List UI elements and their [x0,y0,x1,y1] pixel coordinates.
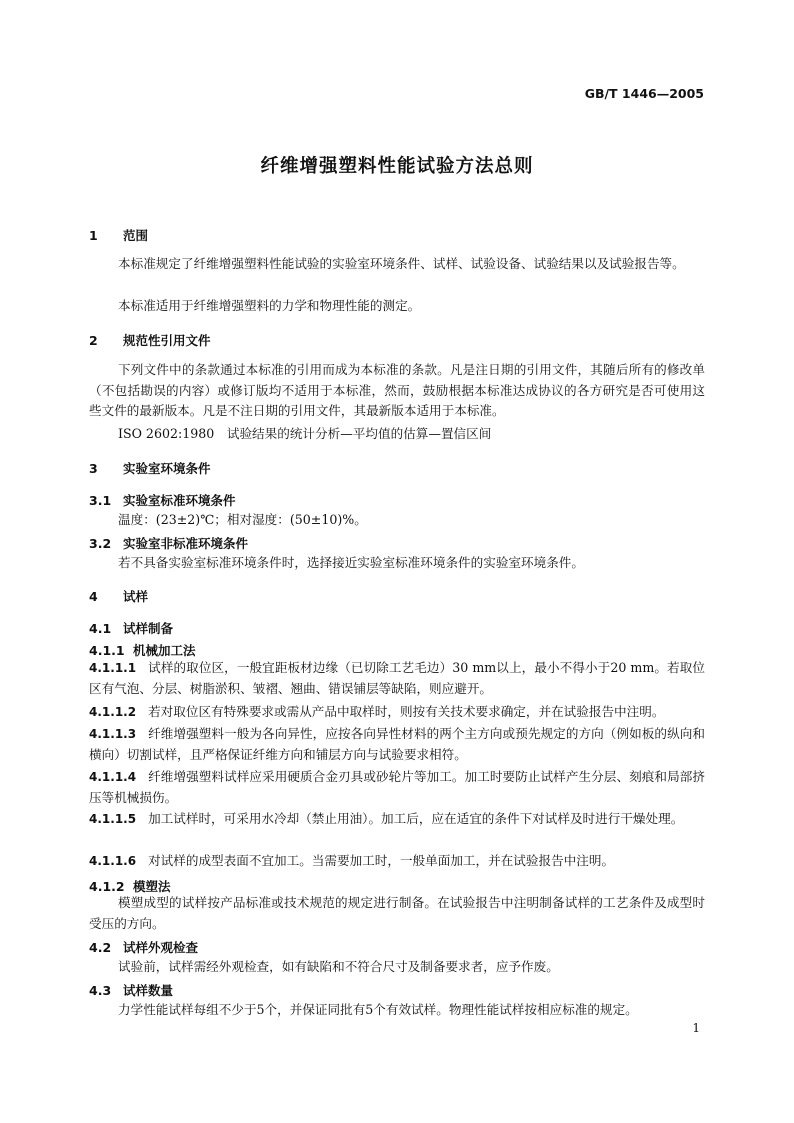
page-number: 1 [692,1021,700,1035]
clause-text: 加工试样时，可采用水冷却（禁止用油）。加工后，应在适宜的条件下对试样及时进行干燥处理。 [148,811,684,826]
section-title: 实验室标准环境条件 [123,493,236,508]
section-2-heading [89,331,211,349]
section-4-2-text: 试验前，试样需经外观检查，如有缺陷和不符合尺寸及制备要求者，应予作废。 [118,959,559,974]
clause-number: 4.1.1.3 [89,727,137,741]
clause-number: 4.1.1.5 [89,812,137,826]
section-4-2-heading [89,938,198,956]
clause-text: 试样的取位区，一般宜距板材边缘（已切除工艺毛边）30 mm以上，最小不得小于20 mm。若取位区有气泡、分层、树脂淤积、皱褶、翘曲、错误铺层等缺陷，则应避开。 [89,660,705,696]
section-number: 1 [89,228,98,243]
section-1-paragraph-1: 本标准规定了纤维增强塑料性能试验的实验室环境条件、试样、试验设备、试验结果以及试验报告等。 [118,256,685,271]
section-3-2-text: 若不具备实验室标准环境条件时，选择接近实验室标准环境条件的实验室环境条件。 [118,555,584,570]
clause-number: 4.1.1.6 [89,854,137,868]
section-3-heading [89,459,211,477]
section-number: 4 [89,589,98,604]
section-number: 2 [89,333,98,348]
section-3-1-heading [89,491,236,509]
section-1-heading [89,226,148,244]
clause-text: 若对取位区有特殊要求或需从产品中取样时，则按有关技术要求确定，并在试验报告中注明。 [148,704,665,719]
section-number: 4.1.1 [89,643,125,658]
standard-code: GB/T 1446—2005 [584,86,704,101]
section-title: 试样制备 [123,621,174,636]
section-number: 4.2 [89,940,112,955]
clause-4-1-1-2 [89,702,705,723]
section-title: 试样 [123,589,149,604]
section-title: 范围 [123,228,149,243]
clause-text: 纤维增强塑料试样应采用硬质合金刃具或砂轮片等加工。加工时要防止试样产生分层、刻痕和局部挤压等机械损伤。 [89,769,705,805]
clause-text: 纤维增强塑料一般为各向异性，应按各向异性材料的两个主方向或预先规定的方向（例如板的纵向和横向）切割试样，且严格保证纤维方向和铺层方向与试验要求相符。 [89,726,705,762]
section-3-1-text: 温度：(23±2)℃；相对湿度：(50±10)%。 [118,512,367,527]
section-number: 3 [89,461,98,476]
section-title: 规范性引用文件 [123,333,211,348]
section-number: 4.1.2 [89,879,125,894]
clause-4-1-1-3 [89,724,705,765]
section-1-paragraph-2: 本标准适用于纤维增强塑料的力学和物理性能的测定。 [118,298,421,313]
section-3-2-heading [89,534,248,552]
section-title: 试样外观检查 [123,940,199,955]
section-number: 3.2 [89,536,112,551]
clause-4-1-1-6 [89,851,705,872]
section-title: 实验室非标准环境条件 [123,536,249,551]
section-4-1-2-text: 模塑成型的试样按产品标准或技术规范的规定进行制备。在试验报告中注明制备试样的工艺条件及成型时受压的方向。 [89,895,705,931]
clause-4-1-1-1 [89,658,705,699]
clause-number: 4.1.1.1 [89,661,137,675]
section-number: 3.1 [89,493,112,508]
document-title: 纤维增强塑料性能试验方法总则 [260,156,534,177]
section-number: 4.3 [89,983,112,998]
section-2-paragraph-1: 下列文件中的条款通过本标准的引用而成为本标准的条款。凡是注日期的引用文件，其随后所有的修改单（不包括勘误的内容）或修订版均不适用于本标准，然而，鼓励根据本标准达成协议的各方研究是否可使用这些文件的最新版本。凡是不注日期的引用文件，其最新版本适用于本标准。 [89,362,705,419]
section-4-1-heading [89,619,173,637]
section-4-1-1-heading [89,641,196,659]
section-2-reference: ISO 2602:1980 试验结果的统计分析—平均值的估算—置信区间 [118,426,492,441]
clause-number: 4.1.1.4 [89,770,137,784]
clause-4-1-1-5 [89,809,705,830]
clause-text: 对试样的成型表面不宜加工。当需要加工时，一般单面加工，并在试验报告中注明。 [148,853,615,868]
section-4-heading [89,587,148,605]
section-4-3-text: 力学性能试样每组不少于5个，并保证同批有5个有效试样。物理性能试样按相应标准的规定。 [118,1002,638,1017]
section-number: 4.1 [89,621,112,636]
clause-number: 4.1.1.2 [89,705,137,719]
section-title: 模塑法 [133,879,171,894]
section-title: 实验室环境条件 [123,461,211,476]
section-4-3-heading [89,981,173,999]
section-title: 试样数量 [123,983,174,998]
section-title: 机械加工法 [133,643,196,658]
clause-4-1-1-4 [89,767,705,808]
